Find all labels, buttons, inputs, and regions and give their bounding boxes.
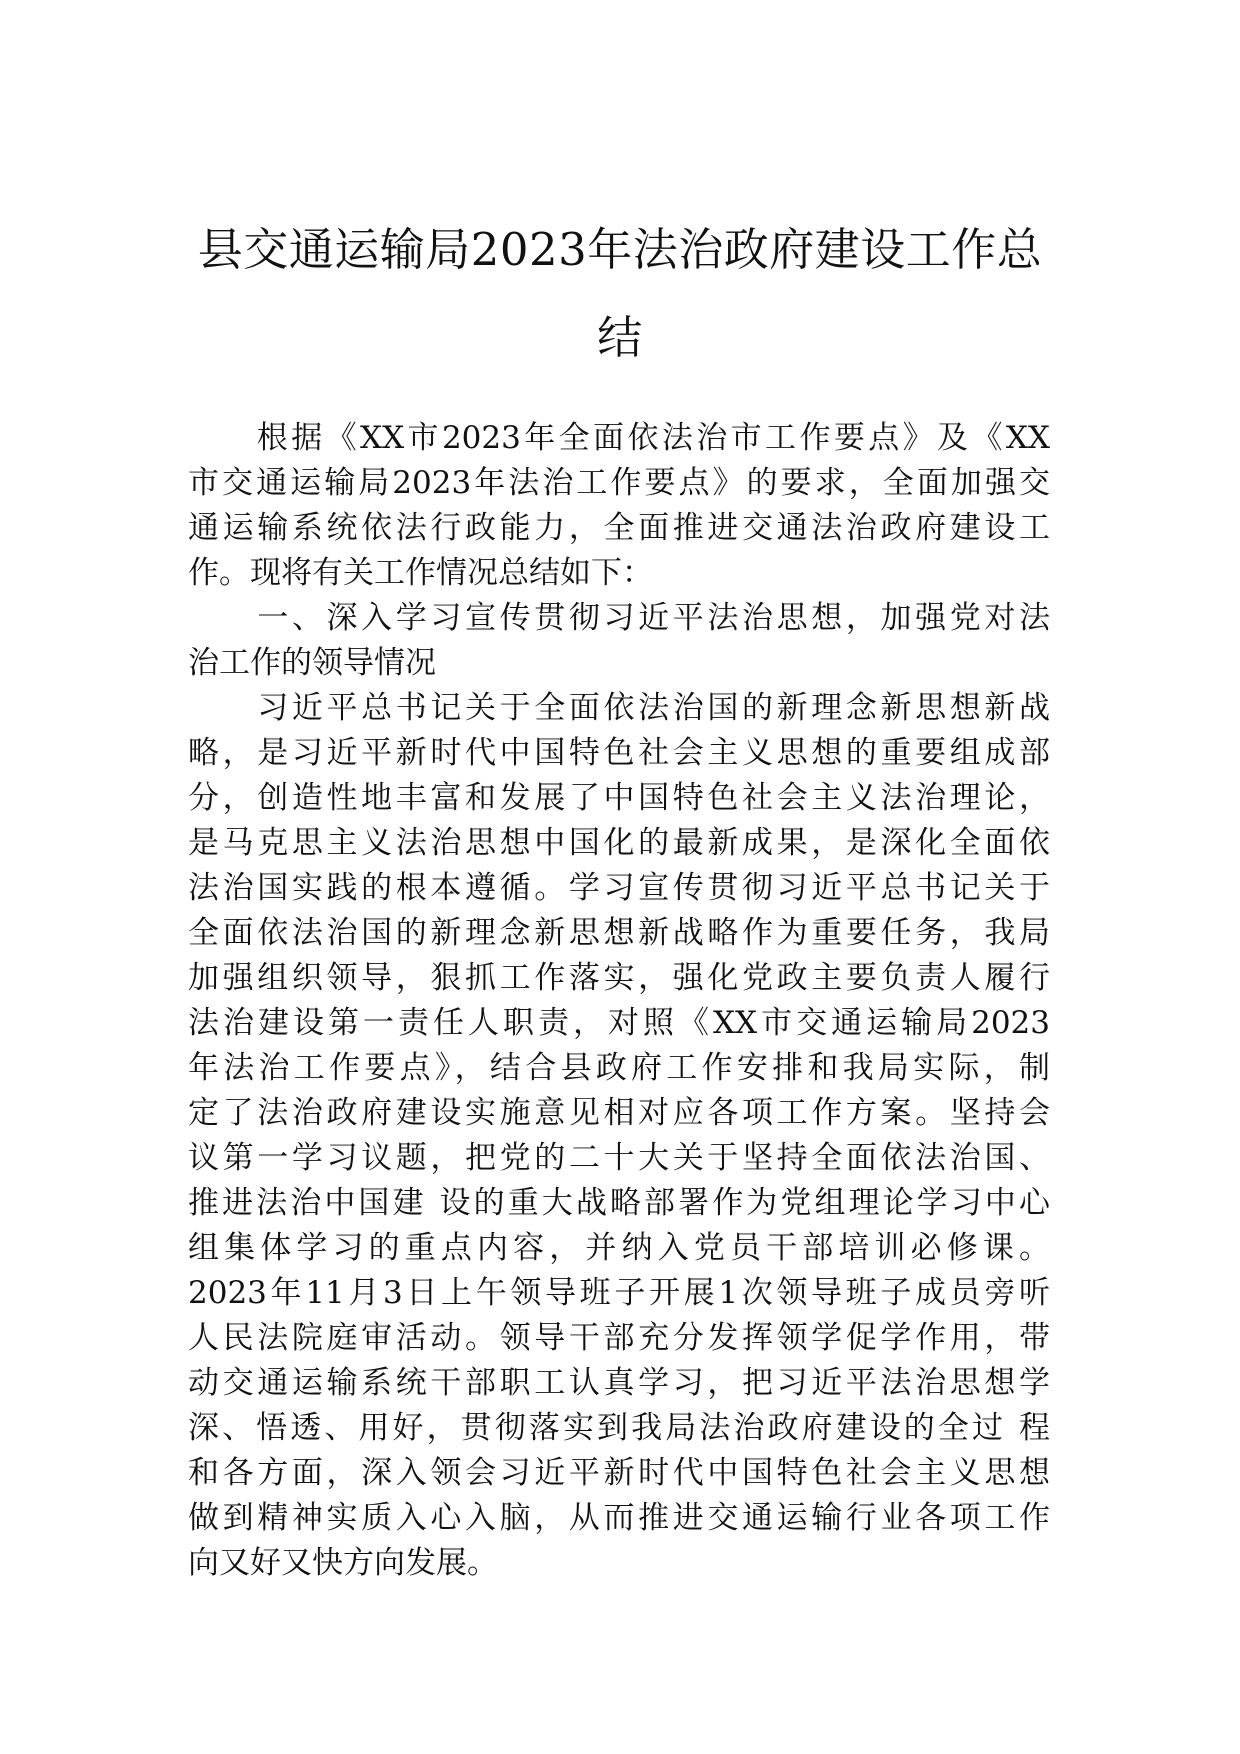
title-line: 结 (597, 311, 643, 364)
document-body (188, 416, 1050, 1586)
text-line: 市交通运输局2023年法治工作要点》的要求，全面加强交 (188, 465, 1050, 501)
text-line: 定了法治政府建设实施意见相对应各项工作方案。坚持会 (188, 1095, 1050, 1131)
text-line: 向又好又快方向发展。 (188, 1545, 498, 1581)
text-line: 深、悟透、用好，贯彻落实到我局法治政府建设的全过 程 (188, 1410, 1050, 1446)
text-line: 加强组织领导，狠抓工作落实，强化党政主要负责人履行 (188, 960, 1050, 996)
text-line: 略，是习近平新时代中国特色社会主义思想的重要组成部 (188, 735, 1050, 771)
text-line: 全面依法治国的新理念新思想新战略作为重要任务，我局 (188, 915, 1050, 951)
text-line: 2023年11月3日上午领导班子开展1次领导班子成员旁听 (188, 1275, 1050, 1311)
text-line: 一、深入学习宣传贯彻习近平法治思想，加强党对法 (188, 600, 1050, 636)
text-line: 习近平总书记关于全面依法治国的新理念新思想新战 (188, 690, 1050, 726)
body-paragraph (188, 686, 1050, 1586)
text-line: 分，创造性地丰富和发展了中国特色社会主义法治理论， (188, 780, 1050, 816)
section-heading (188, 596, 1050, 686)
text-line: 作。现将有关工作情况总结如下： (188, 555, 653, 591)
text-line: 年法治工作要点》，结合县政府工作安排和我局实际，制 (188, 1050, 1050, 1086)
text-line: 法治建设第一责任人职责，对照《XX市交通运输局2023 (188, 1005, 1050, 1041)
text-line: 根据《XX市2023年全面依法治市工作要点》及《XX (188, 420, 1050, 456)
text-line: 做到精神实质入心入脑，从而推进交通运输行业各项工作 (188, 1500, 1050, 1536)
title-line: 县交通运输局2023年法治政府建设工作总 (197, 223, 1043, 276)
intro-paragraph (188, 416, 1050, 596)
text-line: 人民法院庭审活动。领导干部充分发挥领学促学作用，带 (188, 1320, 1050, 1356)
text-line: 动交通运输系统干部职工认真学习，把习近平法治思想学 (188, 1365, 1050, 1401)
text-line: 议第一学习议题，把党的二十大关于坚持全面依法治国、 (188, 1140, 1050, 1176)
text-line: 和各方面，深入领会习近平新时代中国特色社会主义思想 (188, 1455, 1050, 1491)
text-line: 组集体学习的重点内容，并纳入党员干部培训必修课。 (188, 1230, 1050, 1266)
text-line: 推进法治中国建 设的重大战略部署作为党组理论学习中心 (188, 1185, 1050, 1221)
text-line: 是马克思主义法治思想中国化的最新成果，是深化全面依 (188, 825, 1050, 861)
text-line: 通运输系统依法行政能力，全面推进交通法治政府建设工 (188, 510, 1050, 546)
text-line: 治工作的领导情况 (188, 645, 436, 681)
text-line: 法治国实践的根本遵循。学习宣传贯彻习近平总书记关于 (188, 870, 1050, 906)
document-title (180, 206, 1060, 382)
